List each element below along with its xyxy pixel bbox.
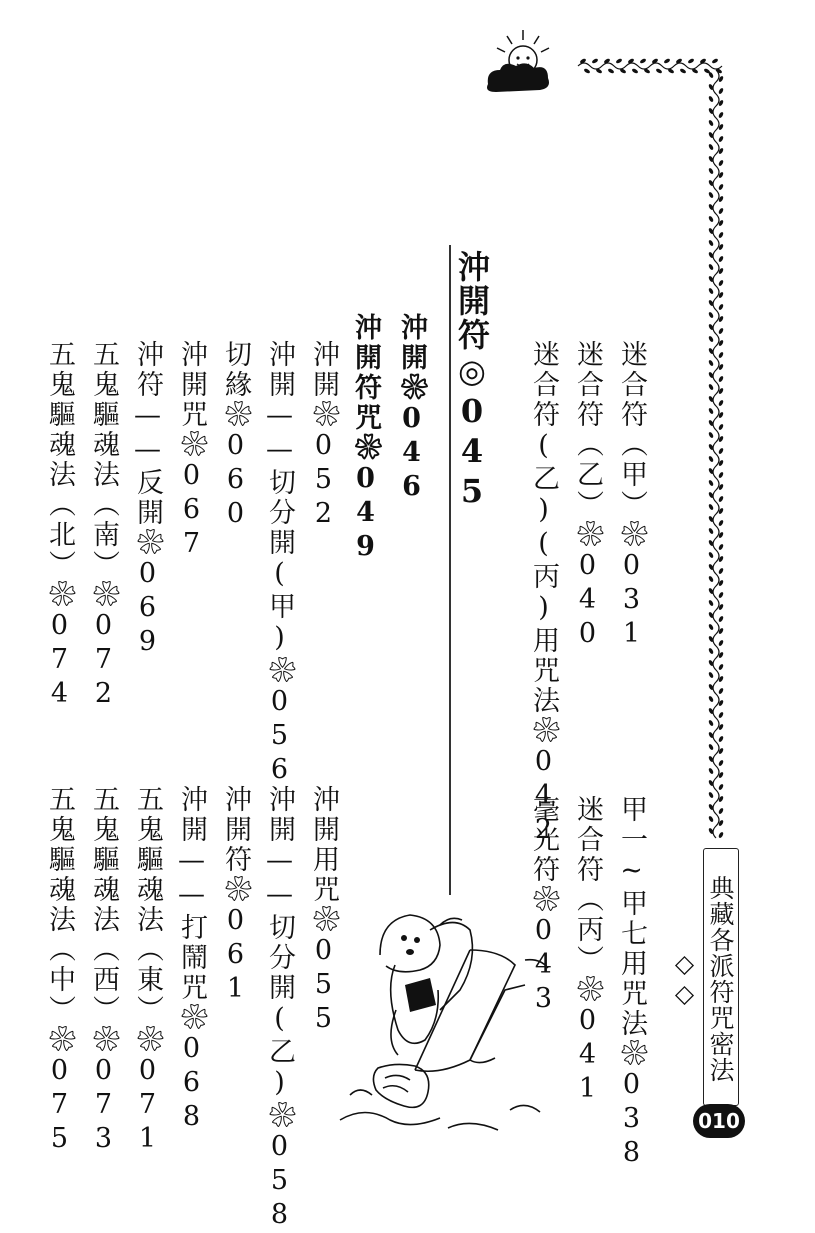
toc-entry-lower-4: 沖開用咒❀055 (308, 785, 339, 1037)
toc-entry-lower-9: 五鬼驅魂法（西）❀073 (88, 785, 119, 1157)
toc-entry-upper-4: 沖開❀046 (396, 313, 427, 505)
toc-entry-upper-6: 沖開❀052 (308, 340, 339, 532)
toc-entry-upper-5: 沖開符咒❀049 (350, 313, 381, 565)
toc-entry-lower-10: 五鬼驅魂法（中）❀075 (44, 785, 75, 1157)
toc-entry-upper-12: 五鬼驅魂法（北）❀074 (44, 340, 75, 712)
toc-entry-upper-2: 迷合符（乙）❀040 (572, 340, 603, 652)
toc-entry-lower-2: 迷合符（丙）❀041 (572, 795, 603, 1107)
toc-entry-lower-3: 毫光符❀043 (528, 795, 559, 1017)
toc-entry-upper-1: 迷合符（甲）❀031 (616, 340, 647, 652)
toc-entry-lower-7: 沖開——打鬧咒❀068 (176, 785, 207, 1135)
toc-entry-lower-1: 甲一~甲七用咒法❀038 (616, 795, 647, 1171)
toc-entry-lower-5: 沖開——切分開(乙)❀058 (264, 785, 295, 1233)
toc-entry-upper-3: 迷合符(乙)(丙)用咒法❀042 (528, 340, 559, 848)
section-heading: 沖開符◎045 (453, 250, 491, 512)
toc-entry-upper-8: 切緣❀060 (220, 340, 251, 532)
toc-entry-upper-9: 沖開咒❀067 (176, 340, 207, 562)
running-title: 典藏各派符咒密法◇◇ (703, 848, 739, 1106)
column-divider (449, 245, 451, 895)
toc-entry-upper-11: 五鬼驅魂法（南）❀072 (88, 340, 119, 712)
toc-entry-lower-8: 五鬼驅魂法（東）❀071 (132, 785, 163, 1157)
toc-entry-upper-10: 沖符——反開❀069 (132, 340, 163, 660)
toc-entry-upper-7: 沖開——切分開(甲)❀056 (264, 340, 295, 788)
toc-entry-lower-6: 沖開符❀061 (220, 785, 251, 1007)
page-number-badge: 010 (693, 1104, 745, 1138)
